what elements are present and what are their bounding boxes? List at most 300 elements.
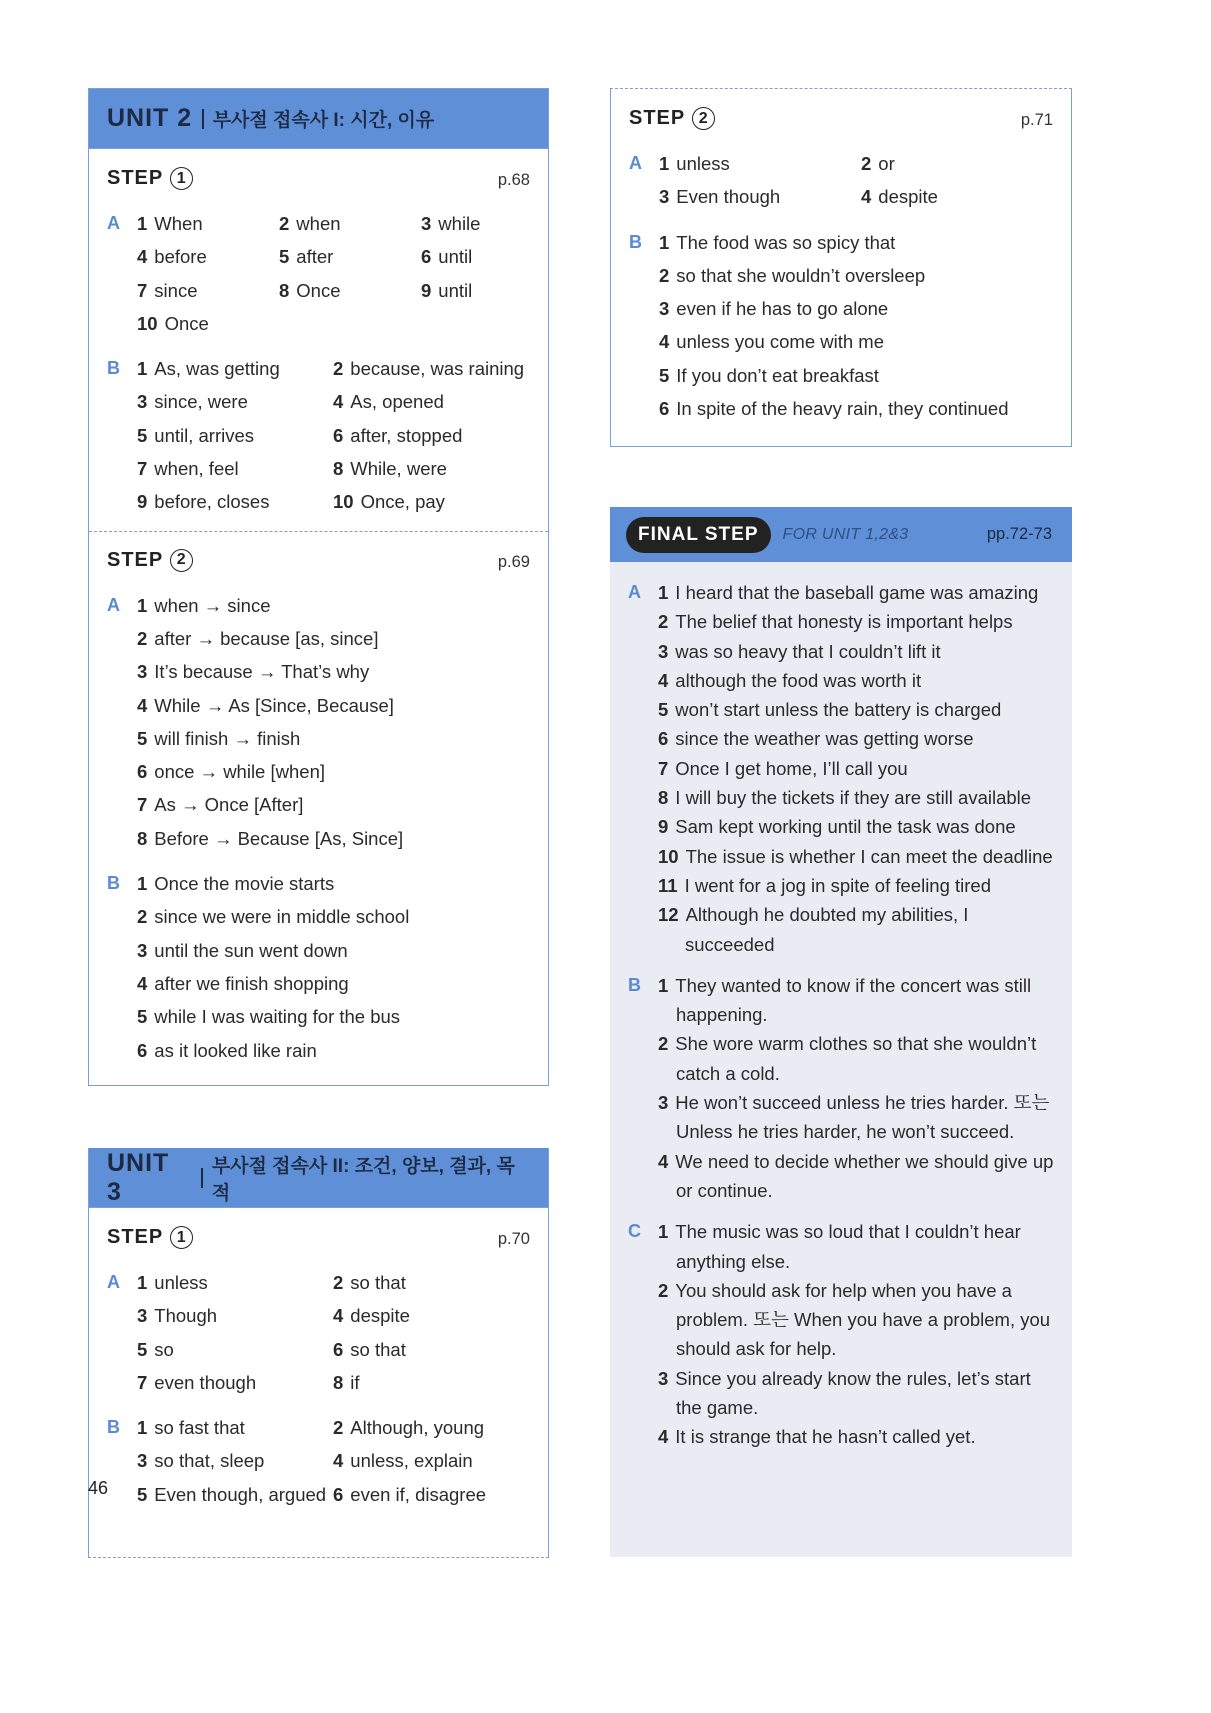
item-text: Even though, argued	[154, 1483, 327, 1505]
item-text: As → Once [After]	[154, 794, 304, 816]
item-number: 1	[659, 153, 670, 174]
item-number: 6	[333, 424, 344, 446]
answer-item	[659, 180, 861, 213]
answer-item	[137, 419, 333, 452]
item-text: before, closes	[154, 491, 270, 513]
page-reference: p.69	[497, 552, 530, 571]
item-text: He won’t succeed unless he tries harder. 또는 Unless he tries harder, he won’t succeed.	[675, 1092, 1050, 1143]
item-text: when	[296, 213, 341, 234]
item-text: She wore warm clothes so that she wouldn’t catch a cold.	[675, 1033, 1037, 1084]
item-text: The belief that honesty is important helps	[675, 611, 1013, 633]
answer-item	[333, 1411, 530, 1444]
item-text: so that	[350, 1338, 406, 1360]
section-a	[107, 1266, 530, 1399]
item-text: so fast that	[154, 1417, 245, 1439]
section-a	[107, 589, 530, 855]
step-heading	[107, 549, 530, 575]
unit2-title: 부사절 접속사 I: 시간, 이유	[212, 110, 435, 131]
item-number: 2	[279, 213, 290, 234]
item-text: so that she wouldn’t oversleep	[676, 264, 926, 286]
answer-item	[421, 274, 530, 307]
answer-item	[137, 900, 530, 933]
step-label: STEP	[107, 167, 164, 189]
item-text: until the sun went down	[154, 939, 348, 961]
final-step-label: FINAL STEP	[626, 517, 771, 553]
section-b	[107, 867, 530, 1067]
final-step-body	[610, 562, 1072, 1452]
item-text: even if he has to go alone	[676, 298, 889, 320]
answer-item	[137, 240, 279, 273]
answer-item	[333, 1366, 530, 1399]
item-number: 10	[137, 312, 158, 334]
answer-item	[658, 783, 1058, 812]
item-number: 4	[333, 391, 344, 413]
item-number: 1	[658, 974, 669, 996]
step-label: STEP	[107, 548, 164, 571]
section-letter: B	[107, 358, 120, 379]
item-number: 7	[137, 279, 148, 301]
answer-list	[658, 971, 1058, 1205]
section-a	[628, 578, 1058, 959]
item-text: since, were	[154, 391, 248, 413]
item-text: because, was raining	[350, 358, 525, 380]
item-text: When	[154, 213, 203, 234]
item-text: Since you already know the rules, let’s start the game.	[675, 1367, 1031, 1419]
answer-item	[659, 325, 1053, 358]
item-text: so that	[350, 1272, 406, 1293]
item-text: despite	[878, 186, 938, 208]
answer-item	[333, 1266, 530, 1299]
item-text: until	[438, 246, 473, 268]
item-text: although the food was worth it	[675, 669, 922, 691]
answer-item	[658, 666, 1058, 695]
step-number-badge: 2	[692, 107, 715, 130]
item-number: 4	[658, 669, 669, 691]
answer-item	[333, 1299, 530, 1332]
item-text: will finish → finish	[154, 727, 301, 749]
answer-item	[861, 147, 1053, 180]
item-text: when, feel	[154, 458, 239, 480]
item-number: 6	[333, 1483, 344, 1505]
answer-item	[137, 867, 530, 900]
item-number: 6	[421, 246, 432, 268]
final-step-header	[610, 507, 1072, 562]
item-text: Once	[296, 279, 341, 301]
item-text: since we were in middle school	[154, 906, 410, 928]
item-text: They wanted to know if the concert was still happening.	[675, 974, 1032, 1026]
section-c	[628, 1217, 1058, 1451]
answer-item	[137, 755, 530, 788]
answer-item	[659, 292, 1053, 325]
item-number: 8	[333, 1371, 344, 1393]
item-text: Although, young	[350, 1417, 485, 1439]
item-text: unless	[154, 1272, 208, 1293]
item-text: Although he doubted my abilities, I succeeded	[685, 904, 969, 955]
item-number: 2	[658, 1033, 669, 1055]
item-number: 3	[659, 298, 670, 320]
item-number: 3	[137, 1450, 148, 1472]
item-number: 9	[137, 491, 148, 513]
item-number: 4	[659, 331, 670, 353]
item-number: 5	[137, 1338, 148, 1360]
answer-item	[861, 180, 1053, 213]
section-b	[107, 352, 530, 518]
section-letter: B	[107, 1417, 120, 1438]
item-text: I will buy the tickets if they are still available	[675, 787, 1032, 809]
item-number: 8	[333, 458, 344, 480]
answer-item	[658, 1088, 1058, 1147]
item-number: 3	[658, 1092, 669, 1114]
item-number: 5	[279, 246, 290, 268]
item-number: 1	[659, 231, 670, 253]
answer-item	[333, 385, 530, 418]
item-number: 12	[658, 904, 679, 926]
item-number: 4	[333, 1450, 344, 1472]
page-reference: pp.72-73	[986, 525, 1052, 543]
answer-item	[658, 1029, 1058, 1088]
step-label: STEP	[629, 107, 686, 129]
item-text: until, arrives	[154, 424, 255, 446]
answer-grid	[137, 207, 530, 340]
header-divider	[202, 109, 204, 129]
answer-item	[658, 1422, 1058, 1451]
section-letter: C	[628, 1221, 641, 1242]
section-letter: A	[107, 213, 120, 233]
item-number: 3	[421, 213, 432, 234]
item-text: even though	[154, 1371, 257, 1393]
answer-item	[659, 259, 1053, 292]
answer-item	[137, 655, 530, 688]
section-letter: A	[107, 1272, 120, 1292]
unit3-header	[89, 1148, 548, 1208]
item-text: Sam kept working until the task was done	[675, 816, 1016, 838]
unit3-label: UNIT 3	[107, 1148, 170, 1206]
step-number-badge: 2	[170, 549, 193, 572]
answer-item	[658, 1217, 1058, 1276]
item-number: 1	[137, 873, 148, 895]
item-number: 3	[137, 391, 148, 413]
answer-item	[137, 385, 333, 418]
item-text: unless, explain	[350, 1450, 473, 1472]
item-number: 2	[333, 1272, 344, 1293]
section-a	[107, 207, 530, 340]
item-text: I went for a jog in spite of feeling tired	[684, 874, 992, 896]
answer-item	[333, 452, 530, 485]
answer-item	[658, 1276, 1058, 1364]
answer-item	[333, 485, 530, 518]
answer-item	[658, 871, 1058, 900]
item-number: 5	[137, 1483, 148, 1505]
item-text: after	[296, 246, 334, 268]
item-number: 2	[658, 1279, 669, 1301]
step-number-badge: 1	[170, 1226, 193, 1249]
item-number: 5	[658, 699, 669, 721]
item-text: If you don’t eat breakfast	[676, 364, 879, 386]
answer-item	[137, 274, 279, 307]
answer-item	[137, 1000, 530, 1033]
answer-item	[137, 352, 333, 385]
answer-item	[137, 1266, 333, 1299]
answer-item	[137, 589, 530, 622]
item-text: I heard that the baseball game was amazing	[675, 582, 1039, 603]
answer-item	[137, 788, 530, 821]
answer-grid	[137, 1411, 530, 1511]
section-letter: A	[629, 153, 642, 173]
unit2-panel	[88, 88, 549, 1086]
item-text: We need to decide whether we should give up or continue.	[675, 1150, 1054, 1201]
item-text: or	[878, 153, 895, 174]
step-heading	[107, 167, 530, 193]
answer-item	[137, 934, 530, 967]
item-number: 11	[658, 874, 678, 896]
item-number: 1	[137, 1272, 148, 1293]
item-number: 9	[421, 279, 432, 301]
item-number: 1	[658, 582, 669, 603]
item-text: It’s because → That’s why	[154, 661, 370, 683]
item-number: 1	[658, 1221, 669, 1243]
item-number: 3	[137, 661, 148, 683]
page-number: 46	[88, 1478, 109, 1498]
section-letter: A	[628, 582, 641, 602]
item-text: You should ask for help when you have a problem. 또는 When you have a problem, you should ask for help.	[675, 1279, 1051, 1360]
item-number: 5	[137, 424, 148, 446]
item-text: so	[154, 1338, 174, 1360]
item-number: 6	[137, 761, 148, 783]
answer-item	[333, 1478, 530, 1511]
item-number: 4	[658, 1426, 669, 1448]
item-number: 8	[137, 827, 148, 849]
unit3-step1	[89, 1208, 548, 1511]
step-label: STEP	[107, 1226, 164, 1248]
answer-item	[137, 722, 530, 755]
item-text: as it looked like rain	[154, 1039, 317, 1061]
item-text: before	[154, 246, 207, 268]
item-number: 3	[137, 1305, 148, 1327]
answer-item	[137, 689, 530, 722]
answer-item	[658, 1364, 1058, 1423]
answer-item	[137, 622, 530, 655]
answer-item	[137, 307, 279, 340]
answer-item	[137, 1444, 333, 1477]
section-a	[629, 147, 1053, 214]
item-text: when → since	[154, 594, 271, 616]
item-number: 2	[333, 358, 344, 380]
item-text: won’t start unless the battery is charged	[675, 699, 1002, 721]
unit3-step2-panel	[610, 88, 1072, 447]
item-number: 7	[137, 1371, 148, 1393]
item-number: 7	[137, 794, 148, 816]
answer-item	[659, 359, 1053, 392]
answer-item	[279, 207, 421, 240]
item-number: 6	[137, 1039, 148, 1061]
item-text: since the weather was getting worse	[675, 728, 974, 750]
section-letter: B	[629, 231, 642, 252]
answer-item	[137, 1034, 530, 1067]
unit2-step1	[89, 149, 548, 519]
unit2-step2	[89, 531, 548, 1067]
item-text: so that, sleep	[154, 1450, 265, 1472]
answer-item	[137, 1411, 333, 1444]
answer-item	[333, 419, 530, 452]
answer-item	[137, 822, 530, 855]
section-letter: B	[628, 974, 641, 995]
answer-grid	[137, 1266, 530, 1399]
item-number: 10	[658, 845, 679, 867]
item-number: 3	[658, 1367, 669, 1389]
item-text: It is strange that he hasn’t called yet.	[675, 1426, 976, 1448]
step-number-badge: 1	[170, 167, 193, 190]
item-number: 1	[137, 358, 148, 380]
item-number: 5	[659, 364, 670, 386]
item-number: 1	[137, 594, 148, 616]
item-number: 4	[137, 972, 148, 994]
item-number: 9	[658, 816, 669, 838]
answer-item	[137, 485, 333, 518]
item-text: The food was so spicy that	[676, 231, 896, 253]
item-text: Once the movie starts	[154, 873, 335, 895]
item-number: 2	[659, 264, 670, 286]
final-step-subtitle: FOR UNIT 1,2&3	[782, 525, 909, 543]
item-text: while I was waiting for the bus	[154, 1006, 401, 1028]
item-text: while	[438, 213, 481, 234]
item-text: Once I get home, I’ll call you	[675, 757, 908, 779]
item-text: unless you come with me	[676, 331, 884, 353]
answer-item	[658, 724, 1058, 753]
section-letter: B	[107, 873, 120, 894]
answer-item	[659, 226, 1053, 259]
item-text: despite	[350, 1305, 410, 1327]
item-number: 4	[333, 1305, 344, 1327]
unit2-label: UNIT 2	[107, 104, 193, 132]
item-text: until	[438, 279, 473, 301]
answer-grid	[659, 147, 1053, 214]
item-number: 3	[658, 640, 669, 662]
item-text: even if, disagree	[350, 1483, 487, 1505]
item-number: 2	[137, 906, 148, 928]
answer-item	[659, 147, 861, 180]
answer-item	[137, 207, 279, 240]
answer-item	[658, 971, 1058, 1030]
answer-item	[421, 207, 530, 240]
section-b	[629, 226, 1053, 426]
answer-item	[137, 967, 530, 1000]
item-text: since	[154, 279, 198, 301]
answer-list	[137, 589, 530, 855]
item-number: 2	[137, 627, 148, 649]
item-number: 1	[137, 213, 148, 234]
answer-list	[658, 578, 1058, 959]
item-number: 2	[658, 611, 669, 633]
item-text: In spite of the heavy rain, they continued	[676, 398, 1009, 420]
answer-item	[658, 754, 1058, 783]
answer-item	[421, 240, 530, 273]
item-number: 10	[333, 491, 354, 513]
item-number: 2	[333, 1417, 344, 1439]
step-heading	[107, 1226, 530, 1252]
item-number: 5	[137, 727, 148, 749]
answer-item	[279, 274, 421, 307]
answer-item	[658, 1147, 1058, 1206]
item-number: 6	[659, 398, 670, 420]
answer-item	[658, 900, 1058, 959]
item-number: 3	[659, 186, 670, 208]
item-text: after we finish shopping	[154, 972, 349, 994]
answer-list	[137, 867, 530, 1067]
item-number: 7	[658, 757, 669, 779]
item-number: 7	[137, 458, 148, 480]
section-letter: A	[107, 594, 120, 615]
item-number: 2	[861, 153, 872, 174]
item-number: 4	[658, 1150, 669, 1172]
answer-item	[658, 578, 1058, 607]
answer-item	[137, 1333, 333, 1366]
section-b	[107, 1411, 530, 1511]
answer-item	[333, 1444, 530, 1477]
answer-item	[137, 1478, 333, 1511]
answer-item	[137, 1299, 333, 1332]
unit2-header	[89, 89, 548, 149]
item-text: As, opened	[350, 391, 444, 413]
item-number: 8	[279, 279, 290, 301]
answer-list	[658, 1217, 1058, 1451]
step-heading	[629, 107, 1053, 133]
item-text: Even though	[676, 186, 781, 208]
answer-item	[658, 637, 1058, 666]
answer-list	[659, 226, 1053, 426]
item-text: once → while [when]	[154, 761, 325, 783]
item-text: As, was getting	[154, 358, 280, 380]
item-number: 4	[137, 694, 148, 716]
answer-item	[658, 607, 1058, 636]
answer-item	[659, 392, 1053, 425]
item-text: unless	[676, 153, 730, 174]
unit3-panel	[88, 1148, 549, 1558]
answer-item	[658, 812, 1058, 841]
answer-grid	[137, 352, 530, 518]
item-text: While → As [Since, Because]	[154, 694, 394, 716]
item-text: The issue is whether I can meet the deadline	[685, 845, 1053, 867]
page-reference: p.70	[497, 1230, 530, 1248]
item-text: Once, pay	[360, 491, 445, 513]
item-number: 5	[137, 1006, 148, 1028]
answer-item	[658, 842, 1058, 871]
answer-item	[137, 1366, 333, 1399]
item-text: was so heavy that I couldn’t lift it	[675, 640, 941, 662]
section-b	[628, 971, 1058, 1205]
page-reference: p.68	[497, 171, 530, 189]
item-text: Though	[154, 1305, 218, 1327]
item-text: after → because [as, since]	[154, 627, 379, 649]
answer-item	[279, 240, 421, 273]
header-divider	[201, 1168, 202, 1188]
item-number: 4	[861, 186, 872, 208]
item-text: While, were	[350, 458, 447, 480]
answer-item	[333, 1333, 530, 1366]
answer-item	[137, 452, 333, 485]
item-text: after, stopped	[350, 424, 463, 446]
item-text: The music was so loud that I couldn’t hear anything else.	[675, 1221, 1021, 1272]
page-reference: p.71	[1020, 111, 1053, 129]
item-number: 1	[137, 1417, 148, 1439]
final-step-panel	[610, 507, 1072, 1557]
item-number: 6	[333, 1338, 344, 1360]
item-number: 6	[658, 728, 669, 750]
item-number: 3	[137, 939, 148, 961]
item-number: 8	[658, 787, 669, 809]
item-number: 4	[137, 246, 148, 268]
item-text: if	[350, 1371, 360, 1393]
item-text: Once	[164, 312, 209, 334]
